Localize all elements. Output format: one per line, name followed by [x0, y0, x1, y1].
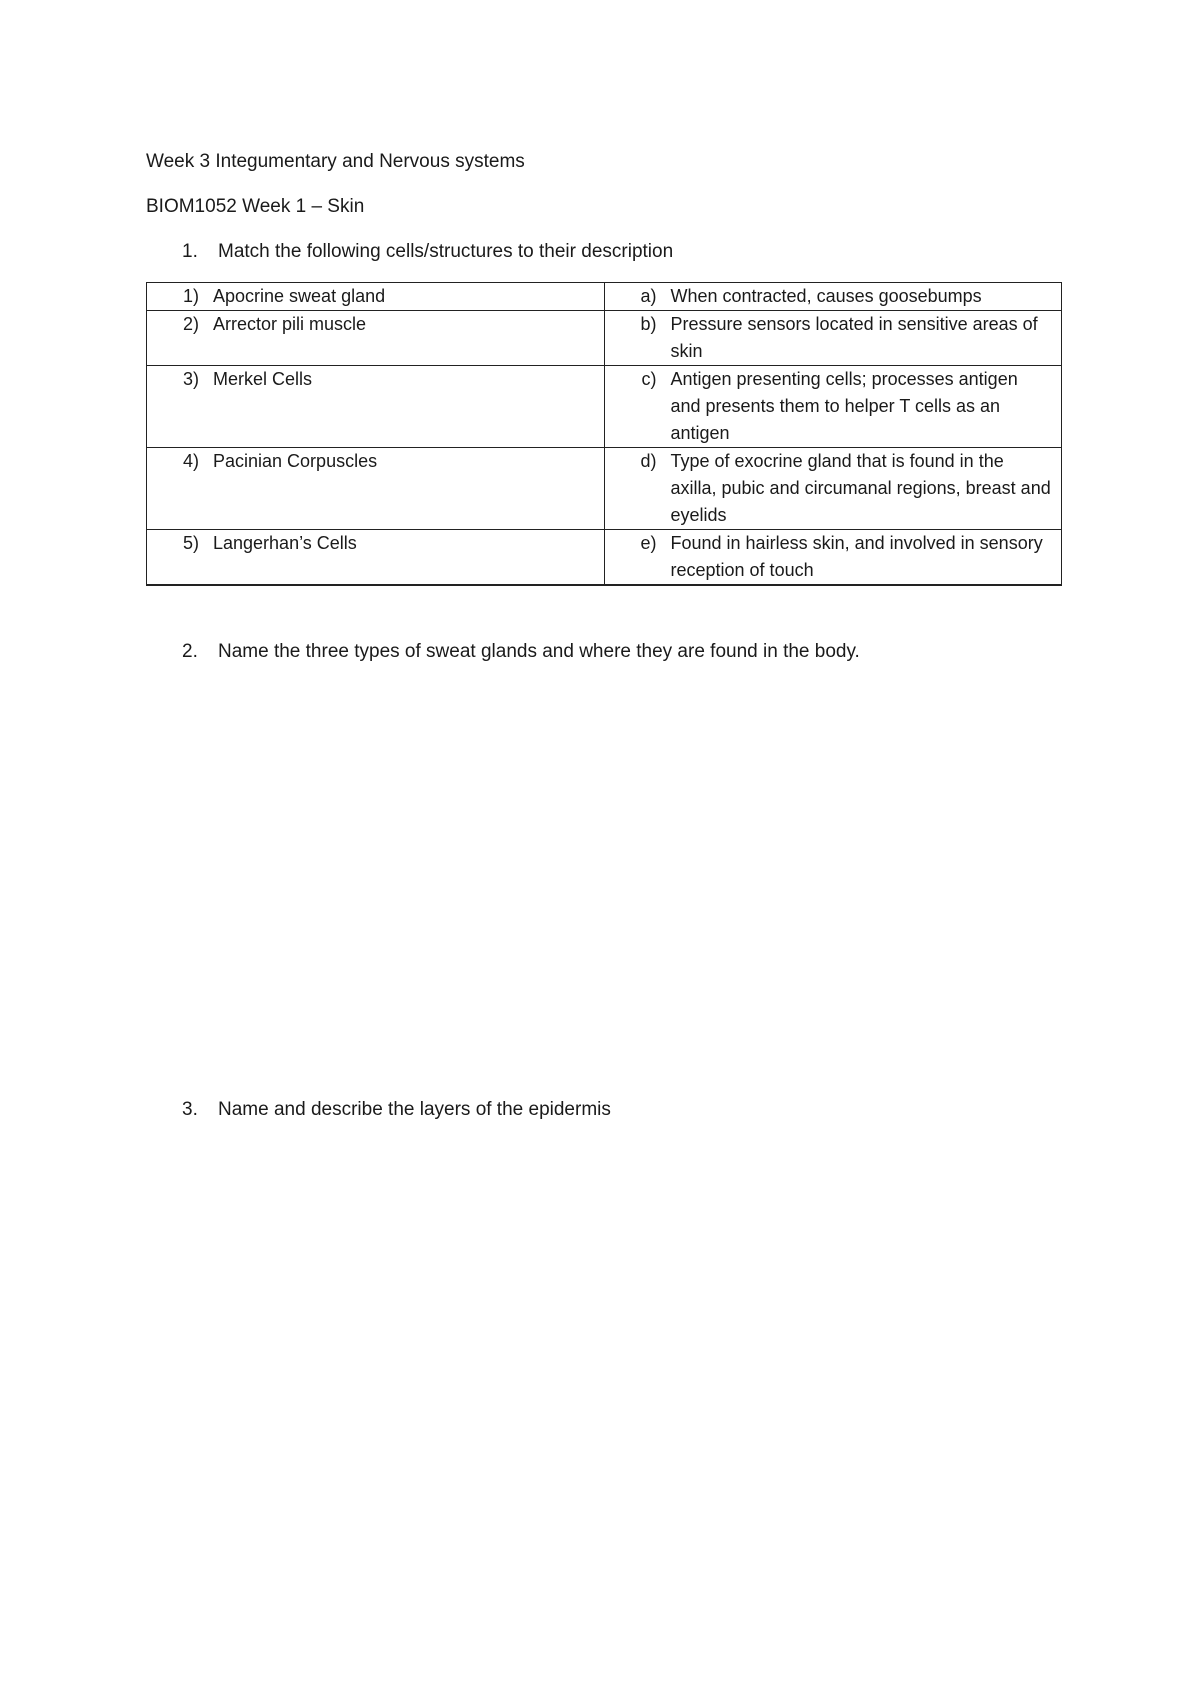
table-cell-right [604, 448, 1062, 530]
left-text: Arrector pili muscle [213, 314, 367, 334]
right-text: Found in hairless skin, and involved in sensory reception of touch [670, 533, 1043, 580]
question-3 [182, 1098, 611, 1122]
table-cell-left [147, 448, 605, 530]
right-text: Antigen presenting cells; processes antigen and presents them to helper T cells as an antigen [670, 369, 1018, 443]
table-cell-left [147, 283, 605, 311]
table-row [147, 311, 1062, 366]
table-row [147, 530, 1062, 586]
document-title: Week 3 Integumentary and Nervous systems [146, 151, 525, 172]
left-text: Pacinian Corpuscles [213, 451, 378, 471]
question-1 [182, 240, 673, 264]
table-row [147, 448, 1062, 530]
table-cell-right [604, 311, 1062, 366]
table-row [147, 283, 1062, 311]
table-cell-left [147, 530, 605, 586]
right-marker: d) [640, 451, 657, 471]
right-marker: e) [640, 533, 657, 553]
table-cell-left [147, 311, 605, 366]
left-marker: 2) [182, 314, 199, 334]
right-marker: c) [641, 369, 657, 389]
left-text: Apocrine sweat gland [213, 286, 386, 306]
question-3-number: 3. [182, 1099, 198, 1120]
table-cell-right [604, 283, 1062, 311]
right-text: When contracted, causes goosebumps [670, 286, 982, 306]
question-1-number: 1. [182, 241, 198, 262]
right-text: Pressure sensors located in sensitive areas of skin [670, 314, 1038, 361]
left-text: Merkel Cells [213, 369, 313, 389]
left-marker: 4) [182, 451, 199, 471]
question-1-text: Match the following cells/structures to their description [218, 241, 674, 262]
matching-table [146, 282, 1062, 586]
right-marker: b) [640, 314, 657, 334]
question-3-text: Name and describe the layers of the epidermis [218, 1099, 611, 1120]
right-text: Type of exocrine gland that is found in the axilla, pubic and circumanal regions, breast and eyelids [670, 451, 1051, 525]
left-text: Langerhan’s Cells [213, 533, 357, 553]
question-2-text: Name the three types of sweat glands and where they are found in the body. [218, 641, 860, 662]
question-2 [182, 640, 860, 664]
left-marker: 1) [182, 286, 199, 306]
document-subtitle: BIOM1052 Week 1 – Skin [146, 196, 365, 217]
left-marker: 5) [182, 533, 199, 553]
table-cell-right [604, 366, 1062, 448]
left-marker: 3) [182, 369, 199, 389]
question-2-number: 2. [182, 641, 198, 662]
table-cell-right [604, 530, 1062, 586]
right-marker: a) [640, 286, 657, 306]
table-row [147, 366, 1062, 448]
table-cell-left [147, 366, 605, 448]
